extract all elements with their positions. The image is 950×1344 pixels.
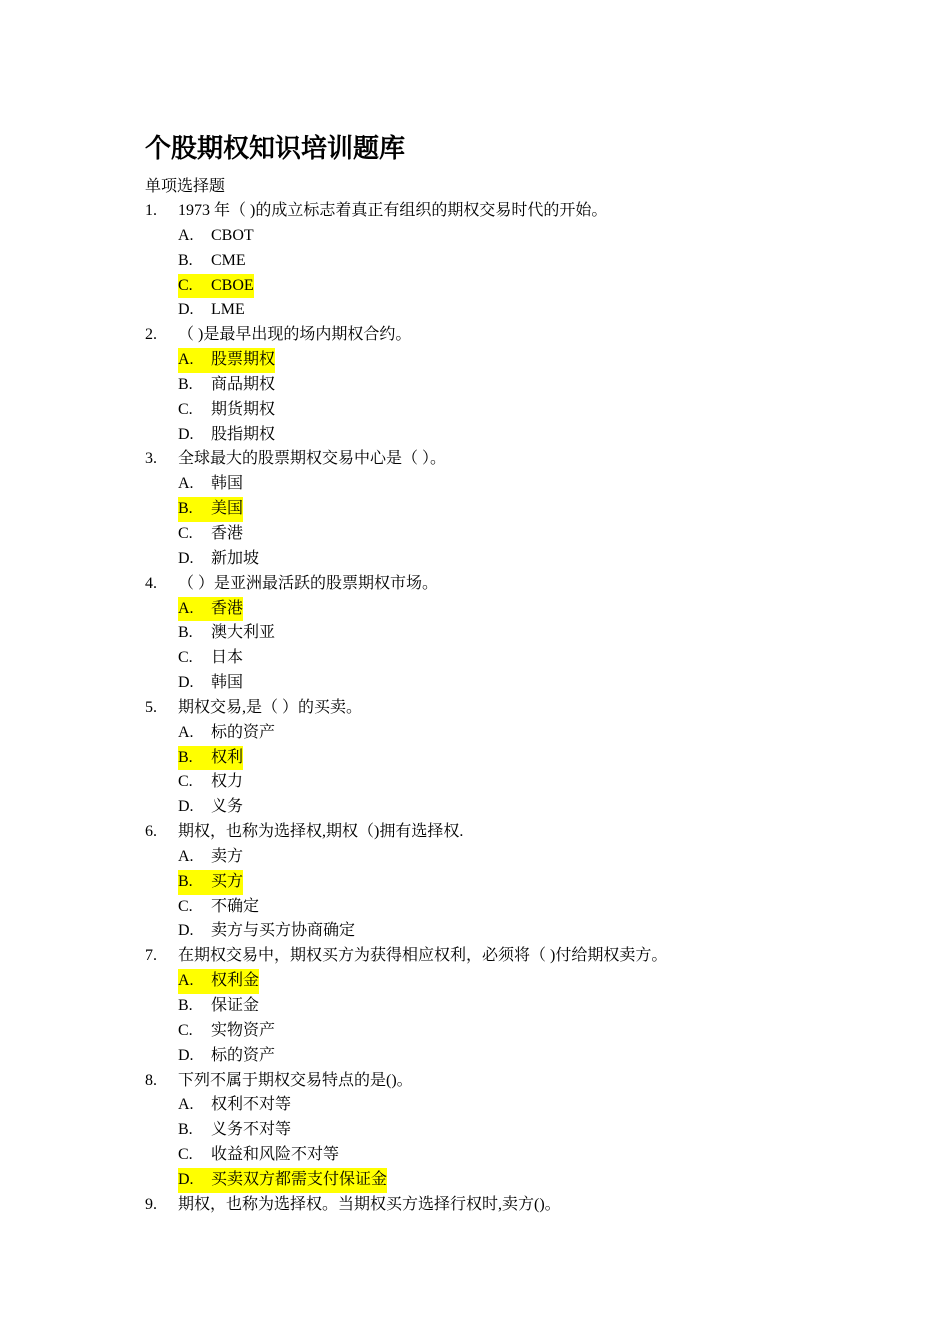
option-letter: B. bbox=[178, 375, 193, 393]
option-item bbox=[145, 249, 865, 274]
option-text: 卖方 bbox=[211, 847, 244, 865]
highlighted-answer-option bbox=[178, 870, 243, 895]
option-text: 权力 bbox=[211, 773, 244, 791]
answer-option bbox=[178, 919, 355, 944]
option-text: 标的资产 bbox=[211, 1046, 276, 1064]
answer-option bbox=[178, 1093, 291, 1118]
answer-option bbox=[178, 671, 243, 696]
option-letter: A. bbox=[178, 1096, 194, 1114]
option-letter: C. bbox=[178, 524, 193, 542]
option-letter: D. bbox=[178, 425, 194, 443]
option-item bbox=[145, 597, 865, 622]
option-text: 新加坡 bbox=[211, 549, 260, 567]
question-text: 在期权交易中，期权买方为获得相应权利，必须将（ )付给期权卖方。 bbox=[178, 947, 668, 965]
page-title: 个股期权知识培训题库 bbox=[145, 134, 406, 164]
question-item bbox=[145, 820, 865, 845]
question-number: 1. bbox=[145, 202, 157, 219]
option-letter: D. bbox=[178, 301, 194, 319]
option-letter: B. bbox=[178, 251, 193, 269]
option-text: 韩国 bbox=[211, 475, 244, 493]
option-text: 收益和风险不对等 bbox=[211, 1146, 340, 1164]
answer-option bbox=[178, 472, 243, 497]
option-letter: B. bbox=[178, 1121, 193, 1139]
answer-option bbox=[178, 845, 243, 870]
option-item bbox=[145, 1118, 865, 1143]
option-letter: C. bbox=[178, 276, 193, 294]
option-letter: D. bbox=[178, 1046, 194, 1064]
option-item bbox=[145, 423, 865, 448]
answer-option bbox=[178, 721, 275, 746]
option-item bbox=[145, 547, 865, 572]
option-text: 期货期权 bbox=[211, 400, 276, 418]
question-text: 期权交易,是（ ）的买卖。 bbox=[178, 698, 363, 716]
option-text: 商品期权 bbox=[211, 375, 276, 393]
option-text: 香港 bbox=[211, 599, 244, 617]
option-item bbox=[145, 274, 865, 299]
option-text: CME bbox=[211, 251, 246, 269]
option-item bbox=[145, 795, 865, 820]
option-text: 澳大利亚 bbox=[211, 624, 276, 642]
question-list bbox=[145, 199, 865, 1218]
answer-option bbox=[178, 895, 259, 920]
option-text: 权利金 bbox=[211, 972, 260, 990]
option-item bbox=[145, 746, 865, 771]
option-item bbox=[145, 348, 865, 373]
option-letter: A. bbox=[178, 599, 194, 617]
question-item bbox=[145, 323, 865, 348]
option-letter: C. bbox=[178, 897, 193, 915]
answer-option bbox=[178, 522, 243, 547]
answer-option bbox=[178, 1019, 275, 1044]
option-item bbox=[145, 497, 865, 522]
option-text: 义务不对等 bbox=[211, 1121, 292, 1139]
option-text: 卖方与买方协商确定 bbox=[211, 922, 356, 940]
option-item bbox=[145, 870, 865, 895]
option-text: 香港 bbox=[211, 524, 244, 542]
answer-option bbox=[178, 646, 243, 671]
option-letter: D. bbox=[178, 922, 194, 940]
answer-option bbox=[178, 298, 245, 323]
option-text: 义务 bbox=[211, 798, 244, 816]
option-letter: C. bbox=[178, 773, 193, 791]
option-letter: C. bbox=[178, 400, 193, 418]
question-number: 5. bbox=[145, 698, 157, 716]
option-item bbox=[145, 845, 865, 870]
answer-option bbox=[178, 373, 275, 398]
option-letter: B. bbox=[178, 748, 193, 766]
option-text: 买卖双方都需支付保证金 bbox=[211, 1170, 388, 1188]
question-number: 8. bbox=[145, 1071, 157, 1089]
answer-option bbox=[178, 621, 275, 646]
option-letter: A. bbox=[178, 226, 194, 244]
highlighted-answer-option bbox=[178, 274, 254, 299]
question-item bbox=[145, 1193, 865, 1218]
option-letter: D. bbox=[178, 798, 194, 816]
option-text: LME bbox=[211, 301, 245, 319]
answer-option bbox=[178, 398, 275, 423]
option-item bbox=[145, 1143, 865, 1168]
answer-option bbox=[178, 1143, 339, 1168]
answer-option bbox=[178, 547, 259, 572]
question-number: 2. bbox=[145, 326, 157, 344]
question-item bbox=[145, 696, 865, 721]
question-number: 9. bbox=[145, 1195, 157, 1213]
option-text: 日本 bbox=[211, 649, 244, 667]
option-item bbox=[145, 522, 865, 547]
answer-option bbox=[178, 994, 259, 1019]
answer-option bbox=[178, 795, 243, 820]
option-letter: A. bbox=[178, 723, 194, 741]
option-item bbox=[145, 298, 865, 323]
question-text: 期权，也称为选择权,期权（)拥有选择权. bbox=[178, 823, 464, 841]
option-letter: B. bbox=[178, 500, 193, 518]
option-text: 股票期权 bbox=[211, 351, 276, 369]
option-letter: B. bbox=[178, 624, 193, 642]
option-letter: A. bbox=[178, 351, 194, 369]
option-item bbox=[145, 770, 865, 795]
option-letter: A. bbox=[178, 847, 194, 865]
section-heading: 单项选择题 bbox=[145, 178, 226, 195]
option-item bbox=[145, 398, 865, 423]
question-number: 4. bbox=[145, 574, 157, 592]
option-item bbox=[145, 472, 865, 497]
question-item bbox=[145, 447, 865, 472]
question-text: （ )是最早出现的场内期权合约。 bbox=[178, 326, 412, 344]
option-item bbox=[145, 621, 865, 646]
option-text: 权利 bbox=[211, 748, 244, 766]
question-text: 下列不属于期权交易特点的是()。 bbox=[178, 1071, 413, 1089]
option-letter: C. bbox=[178, 649, 193, 667]
option-text: 买方 bbox=[211, 872, 244, 890]
highlighted-answer-option bbox=[178, 497, 243, 522]
option-letter: D. bbox=[178, 1170, 194, 1188]
option-item bbox=[145, 1168, 865, 1193]
answer-option bbox=[178, 770, 243, 795]
option-text: 保证金 bbox=[211, 997, 260, 1014]
option-text: 股指期权 bbox=[211, 425, 276, 443]
option-text: 权利不对等 bbox=[211, 1096, 292, 1114]
option-item bbox=[145, 895, 865, 920]
option-text: 美国 bbox=[211, 500, 244, 518]
option-item bbox=[145, 671, 865, 696]
highlighted-answer-option bbox=[178, 746, 243, 771]
option-text: 实物资产 bbox=[211, 1021, 276, 1039]
option-letter: B. bbox=[178, 872, 193, 890]
question-item bbox=[145, 1069, 865, 1094]
question-item bbox=[145, 944, 865, 969]
highlighted-answer-option bbox=[178, 348, 275, 373]
option-letter: D. bbox=[178, 549, 194, 567]
option-item bbox=[145, 646, 865, 671]
option-item bbox=[145, 224, 865, 249]
question-text: 期权，也称为选择权。当期权买方选择行权时,卖方()。 bbox=[178, 1195, 561, 1213]
question-number: 3. bbox=[145, 450, 157, 468]
option-letter: A. bbox=[178, 475, 194, 493]
option-item bbox=[145, 969, 865, 994]
option-item bbox=[145, 1093, 865, 1118]
question-item bbox=[145, 199, 865, 224]
question-text: （ ）是亚洲最活跃的股票期权市场。 bbox=[178, 574, 439, 592]
answer-option bbox=[178, 224, 254, 249]
question-item bbox=[145, 572, 865, 597]
question-text: 1973 年（ )的成立标志着真正有组织的期权交易时代的开始。 bbox=[178, 202, 608, 219]
option-text: 不确定 bbox=[211, 897, 260, 915]
option-item bbox=[145, 1019, 865, 1044]
option-text: CBOE bbox=[211, 276, 254, 294]
highlighted-answer-option bbox=[178, 597, 243, 622]
option-text: 韩国 bbox=[211, 674, 244, 692]
option-letter: C. bbox=[178, 1146, 193, 1164]
option-letter: D. bbox=[178, 674, 194, 692]
question-number: 6. bbox=[145, 823, 157, 841]
option-item bbox=[145, 994, 865, 1019]
answer-option bbox=[178, 249, 246, 274]
option-text: 标的资产 bbox=[211, 723, 276, 741]
option-item bbox=[145, 919, 865, 944]
option-item bbox=[145, 1044, 865, 1069]
highlighted-answer-option bbox=[178, 1168, 387, 1193]
option-text: CBOT bbox=[211, 226, 254, 244]
option-letter: B. bbox=[178, 997, 193, 1014]
question-number: 7. bbox=[145, 947, 157, 965]
option-letter: C. bbox=[178, 1021, 193, 1039]
highlighted-answer-option bbox=[178, 969, 259, 994]
answer-option bbox=[178, 423, 275, 448]
option-item bbox=[145, 373, 865, 398]
option-letter: A. bbox=[178, 972, 194, 990]
answer-option bbox=[178, 1044, 275, 1069]
option-item bbox=[145, 721, 865, 746]
question-text: 全球最大的股票期权交易中心是（ ）。 bbox=[178, 450, 447, 468]
answer-option bbox=[178, 1118, 291, 1143]
